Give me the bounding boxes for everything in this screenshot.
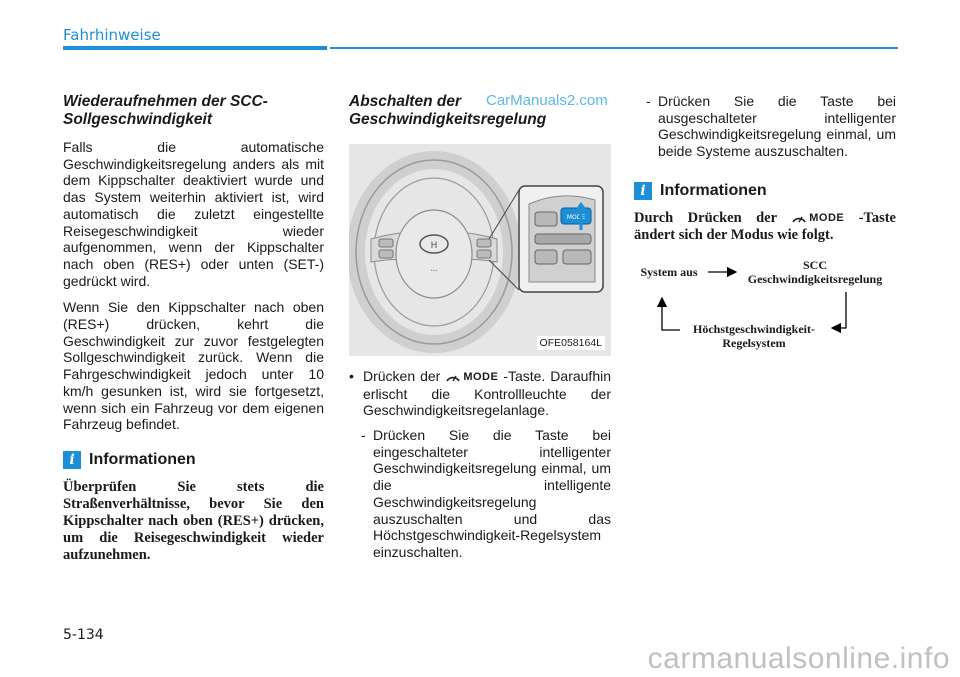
- info-body-2: [634, 210, 896, 244]
- mode-button-icon: [791, 210, 844, 227]
- header-rule: [330, 47, 898, 49]
- section-title-cancel: Abschalten der Geschwindigkeitsregelung: [349, 93, 547, 128]
- bullet-text: [363, 368, 611, 419]
- bullet-press-mode: [349, 368, 611, 419]
- column-1: [63, 93, 324, 564]
- label-speed-limit-line1: Höchstgeschwindigkeit-: [692, 321, 815, 336]
- sub-item-1: [349, 427, 611, 561]
- dash: -: [646, 93, 651, 109]
- svg-text:MODE: MODE: [566, 214, 586, 221]
- bullet-pre-text: Drücken der: [363, 368, 441, 384]
- column-2: [349, 93, 611, 561]
- mode-cycle-diagram: [634, 258, 896, 358]
- info-body-1: Überprüfen Sie stets die Straßenverhältnisse, bevor Sie den Kippschalter nach oben (RES+) drücken, um die Reisegeschwindigkeit wieder aufzunehmen.: [63, 478, 324, 563]
- sub-item-2-text: Drücken Sie die Taste bei ausgeschalteter intelligenter Geschwindigkeitsregelung einmal, um beide Systeme auszuschalten.: [658, 93, 896, 160]
- figure-code: OFE058164L: [537, 336, 605, 350]
- dash: -: [361, 427, 366, 444]
- label-scc-line1: SCC: [802, 257, 827, 272]
- header-accent-bar: [63, 46, 327, 50]
- svg-text:•••: •••: [430, 268, 438, 273]
- mode-label: MODE: [809, 211, 845, 224]
- label-speed-limit: [674, 322, 834, 350]
- label-scc-line2: Geschwindigkeitsregelung: [747, 271, 883, 286]
- bullet-post-text: -Taste. Daraufhin erlischt die Kontrollleuchte der Geschwindigkeitsregelanlage.: [363, 368, 612, 419]
- steering-wheel-illustration: [349, 144, 611, 356]
- info-icon: i: [634, 182, 652, 200]
- info-pre-text: Durch Drücken der: [634, 209, 777, 226]
- svg-text:H: H: [430, 241, 438, 251]
- steering-wheel-figure: [349, 144, 611, 356]
- info-title-1: Informationen: [89, 450, 196, 468]
- bullet-dot: •: [349, 368, 354, 384]
- info-title-2: Informationen: [660, 181, 767, 199]
- sub-item-2: [634, 93, 896, 160]
- mode-button-icon: [445, 369, 498, 386]
- sub-item-1-text: Drücken Sie die Taste bei eingeschalteter intelligenter Geschwindigkeitsregelung einmal, um die intelligente Geschwindigkeitsregelung auszuschalten und das Höchstgeschwindigkeit-Regelsystem einzuschalten.: [373, 427, 611, 560]
- mode-label: MODE: [463, 370, 499, 383]
- paragraph-resume-1: Falls die automatische Geschwindigkeitsregelung anders als mit dem Kippschalter deaktiviert wurde und das System weiterhin aktiviert ist, wird automatisch die zuletzt eingestellte Reisegeschwindigkeit wieder aufgenommen, wenn der Kippschalter nach oben (RES+) oder unten (SET-) gedrückt wird.: [63, 139, 324, 289]
- info-icon: i: [63, 451, 81, 469]
- info-post-text: -Taste ändert sich der Modus wie folgt.: [634, 209, 896, 243]
- label-system-off: System aus: [640, 264, 698, 279]
- paragraph-resume-2: Wenn Sie den Kippschalter nach oben (RES+) drücken, kehrt die Geschwindigkeit zur zuvor festgelegten Sollgeschwindigkeit zurück. Wenn die Fahrgeschwindigkeit jedoch unter 10 km/h gesunken ist, wird sie fortgesetzt, wenn sich ein Fahrzeug vor dem eigenen Fahrzeug befindet.: [63, 299, 324, 433]
- section-title-resume: Wiederaufnehmen der SCC-Sollgeschwindigkeit: [63, 93, 268, 128]
- info-header-2: [634, 182, 896, 200]
- label-speed-limit-line2: Regelsystem: [722, 335, 786, 350]
- header-title: Fahrhinweise: [63, 26, 161, 44]
- column-3: [634, 93, 896, 358]
- label-scc: [734, 258, 896, 286]
- watermark-carmanuals: CarManuals2.com: [486, 92, 608, 109]
- footer-watermark: carmanualsonline.info: [647, 642, 950, 675]
- info-header-1: [63, 451, 324, 469]
- page-number: 5-134: [63, 627, 104, 643]
